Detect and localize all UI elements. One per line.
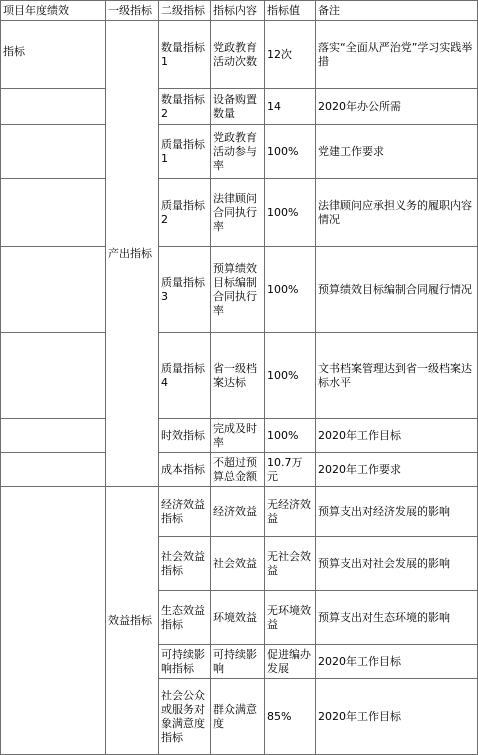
project-cell: [1, 89, 106, 125]
header-level1: 一级指标: [106, 1, 159, 21]
indicator-note: 预算支出对生态环境的影响: [316, 591, 478, 645]
level2-indicator: 社会公众或服务对象满意度指标: [159, 679, 211, 755]
indicator-note: 2020年办公所需: [316, 89, 478, 125]
indicator-value: 无社会效益: [265, 537, 316, 591]
level2-indicator: 数量指标2: [159, 89, 211, 125]
indicator-content: 法律顾问合同执行率: [211, 179, 265, 247]
indicator-note: 法律顾问应承担义务的履职内容情况: [316, 179, 478, 247]
header-note: 备注: [316, 1, 478, 21]
project-cell: [1, 333, 106, 419]
level2-indicator: 时效指标: [159, 419, 211, 453]
indicator-value: 100%: [265, 179, 316, 247]
indicator-content: 预算绩效目标编制合同执行率: [211, 247, 265, 333]
table-row: [1, 21, 478, 89]
indicator-value: 100%: [265, 333, 316, 419]
indicator-content: 完成及时率: [211, 419, 265, 453]
level2-indicator: 质量指标4: [159, 333, 211, 419]
level2-indicator: 数量指标1: [159, 21, 211, 89]
header-content: 指标内容: [211, 1, 265, 21]
level2-indicator: 成本指标: [159, 453, 211, 487]
indicator-value: 12次: [265, 21, 316, 89]
indicator-note: 预算绩效目标编制合同履行情况: [316, 247, 478, 333]
level2-indicator: 质量指标1: [159, 125, 211, 179]
project-cell: [1, 247, 106, 333]
level2-indicator: 可持续影响指标: [159, 645, 211, 679]
indicator-value: 无环境效益: [265, 591, 316, 645]
table-row: [1, 89, 478, 125]
indicator-note: 预算支出对经济发展的影响: [316, 487, 478, 537]
indicator-value: 100%: [265, 247, 316, 333]
indicator-note: 文书档案管理达到省一级档案达标水平: [316, 333, 478, 419]
indicator-note: 2020年工作要求: [316, 453, 478, 487]
indicator-content: 环境效益: [211, 591, 265, 645]
indicator-content: 设备购置数量: [211, 89, 265, 125]
indicator-content: 党政教育活动次数: [211, 21, 265, 89]
indicator-content: 不超过预算总金额: [211, 453, 265, 487]
header-value: 指标值: [265, 1, 316, 21]
indicator-note: 党建工作要求: [316, 125, 478, 179]
indicator-note: 2020年工作目标: [316, 645, 478, 679]
indicator-value: 促进编办发展: [265, 645, 316, 679]
level1-indicator: 产出指标: [106, 21, 159, 487]
indicator-content: 党政教育活动参与率: [211, 125, 265, 179]
header-row: [1, 1, 478, 21]
indicator-content: 省一级档案达标: [211, 333, 265, 419]
level2-indicator: 社会效益指标: [159, 537, 211, 591]
level2-indicator: 经济效益指标: [159, 487, 211, 537]
indicator-note: 预算支出对社会发展的影响: [316, 537, 478, 591]
indicator-note: 落实“全面从严治党”学习实践举措: [316, 21, 478, 89]
indicator-value: 无经济效益: [265, 487, 316, 537]
project-cell-merged: [1, 487, 106, 755]
project-cell: [1, 125, 106, 179]
indicator-value: 100%: [265, 419, 316, 453]
indicator-note: 2020年工作目标: [316, 419, 478, 453]
level2-indicator: 生态效益指标: [159, 591, 211, 645]
indicator-value: 100%: [265, 125, 316, 179]
project-indicator-label: 指标: [1, 21, 106, 89]
indicator-content: 可持续影响: [211, 645, 265, 679]
indicator-content: 群众满意度: [211, 679, 265, 755]
table-row: [1, 453, 478, 487]
level2-indicator: 质量指标3: [159, 247, 211, 333]
indicator-value: 10.7万元: [265, 453, 316, 487]
indicator-value: 85%: [265, 679, 316, 755]
project-cell: [1, 179, 106, 247]
table-row: [1, 487, 478, 537]
table-row: [1, 333, 478, 419]
table-row: [1, 179, 478, 247]
table-row: [1, 247, 478, 333]
indicator-content: 经济效益: [211, 487, 265, 537]
header-project: 项目年度绩效: [1, 1, 106, 21]
indicator-content: 社会效益: [211, 537, 265, 591]
table-row: [1, 125, 478, 179]
indicator-note: 2020年工作目标: [316, 679, 478, 755]
level2-indicator: 质量指标2: [159, 179, 211, 247]
level1-indicator: 效益指标: [106, 487, 159, 755]
table-row: [1, 419, 478, 453]
project-cell: [1, 453, 106, 487]
project-cell: [1, 419, 106, 453]
indicator-value: 14: [265, 89, 316, 125]
header-level2: 二级指标: [159, 1, 211, 21]
